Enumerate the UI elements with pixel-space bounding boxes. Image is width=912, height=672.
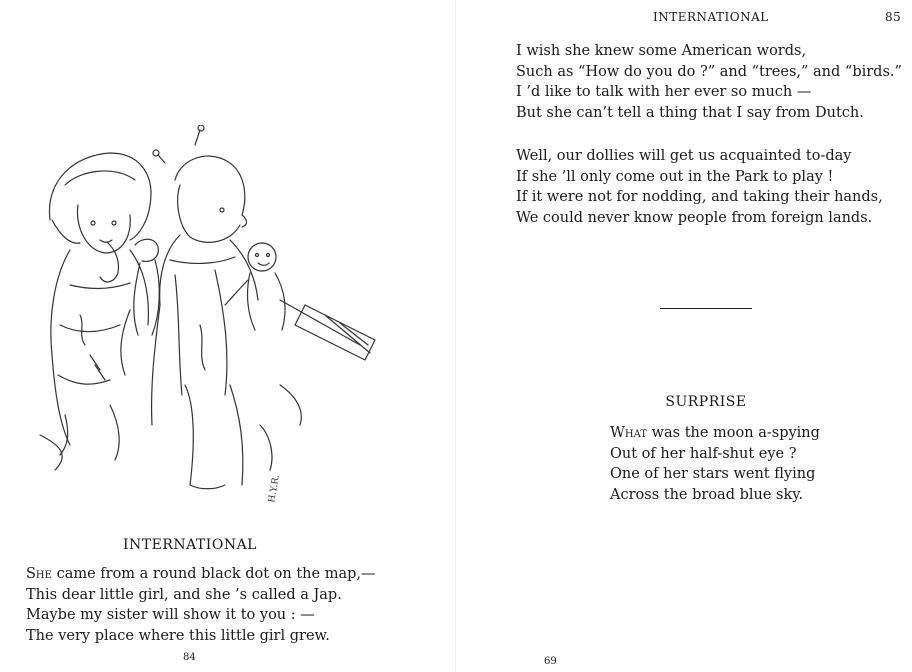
page-number-left: 84	[183, 652, 196, 663]
artist-signature: H.Y.R.	[267, 474, 282, 504]
poem-line	[26, 626, 376, 647]
line-text: One of her stars went flying	[610, 466, 816, 482]
poem-surprise	[610, 423, 820, 505]
line-text: This dear little girl, and she ’s called a Jap.	[26, 586, 342, 603]
poem-international-stanza3	[516, 146, 883, 228]
page-number-right: 85	[885, 10, 902, 24]
poem-line	[26, 585, 376, 606]
poem-line: I ’d like to talk with her ever so much —	[516, 84, 812, 100]
running-head: INTERNATIONAL	[653, 10, 769, 24]
poem-title-surprise: SURPRISE	[665, 394, 747, 410]
footer-mark: 69	[544, 656, 557, 667]
line-text: Maybe my sister will show it to you : —	[26, 607, 315, 623]
poem-line: If it were not for nodding, and taking their hands,	[516, 189, 883, 205]
line-text: Across the broad blue sky.	[610, 486, 804, 503]
poem-line: Well, our dollies will get us acquainted to-day	[516, 148, 852, 164]
children-with-dolls-illustration	[30, 125, 390, 515]
line-text: came from a round black dot on the map,—	[51, 566, 376, 582]
poem-line: I wish she knew some American words,	[516, 43, 807, 59]
poem-international-stanza2	[516, 41, 902, 123]
drop-word: She	[26, 566, 52, 582]
poem-line: If she ’ll only come out in the Park to play !	[516, 168, 834, 185]
poem-line	[26, 564, 376, 585]
poem-international-stanza1	[26, 564, 376, 646]
right-page	[456, 0, 912, 672]
section-divider	[660, 308, 752, 309]
poem-title-international: INTERNATIONAL	[123, 537, 257, 553]
line-text: was the moon a-spying	[646, 425, 820, 441]
poem-line: Such as “How do you do ?” and “trees,” and “birds.”	[516, 63, 902, 80]
poem-line: But she can’t tell a thing that I say from Dutch.	[516, 104, 864, 121]
poem-line	[26, 605, 376, 626]
poem-line	[610, 444, 820, 465]
line-text: Out of her half-shut eye ?	[610, 445, 797, 462]
poem-line: We could never know people from foreign lands.	[516, 209, 873, 226]
poem-line	[610, 485, 820, 506]
poem-line	[610, 464, 820, 485]
poem-line	[610, 423, 820, 444]
drop-word: What	[610, 425, 647, 441]
line-text: The very place where this little girl grew.	[26, 627, 330, 644]
